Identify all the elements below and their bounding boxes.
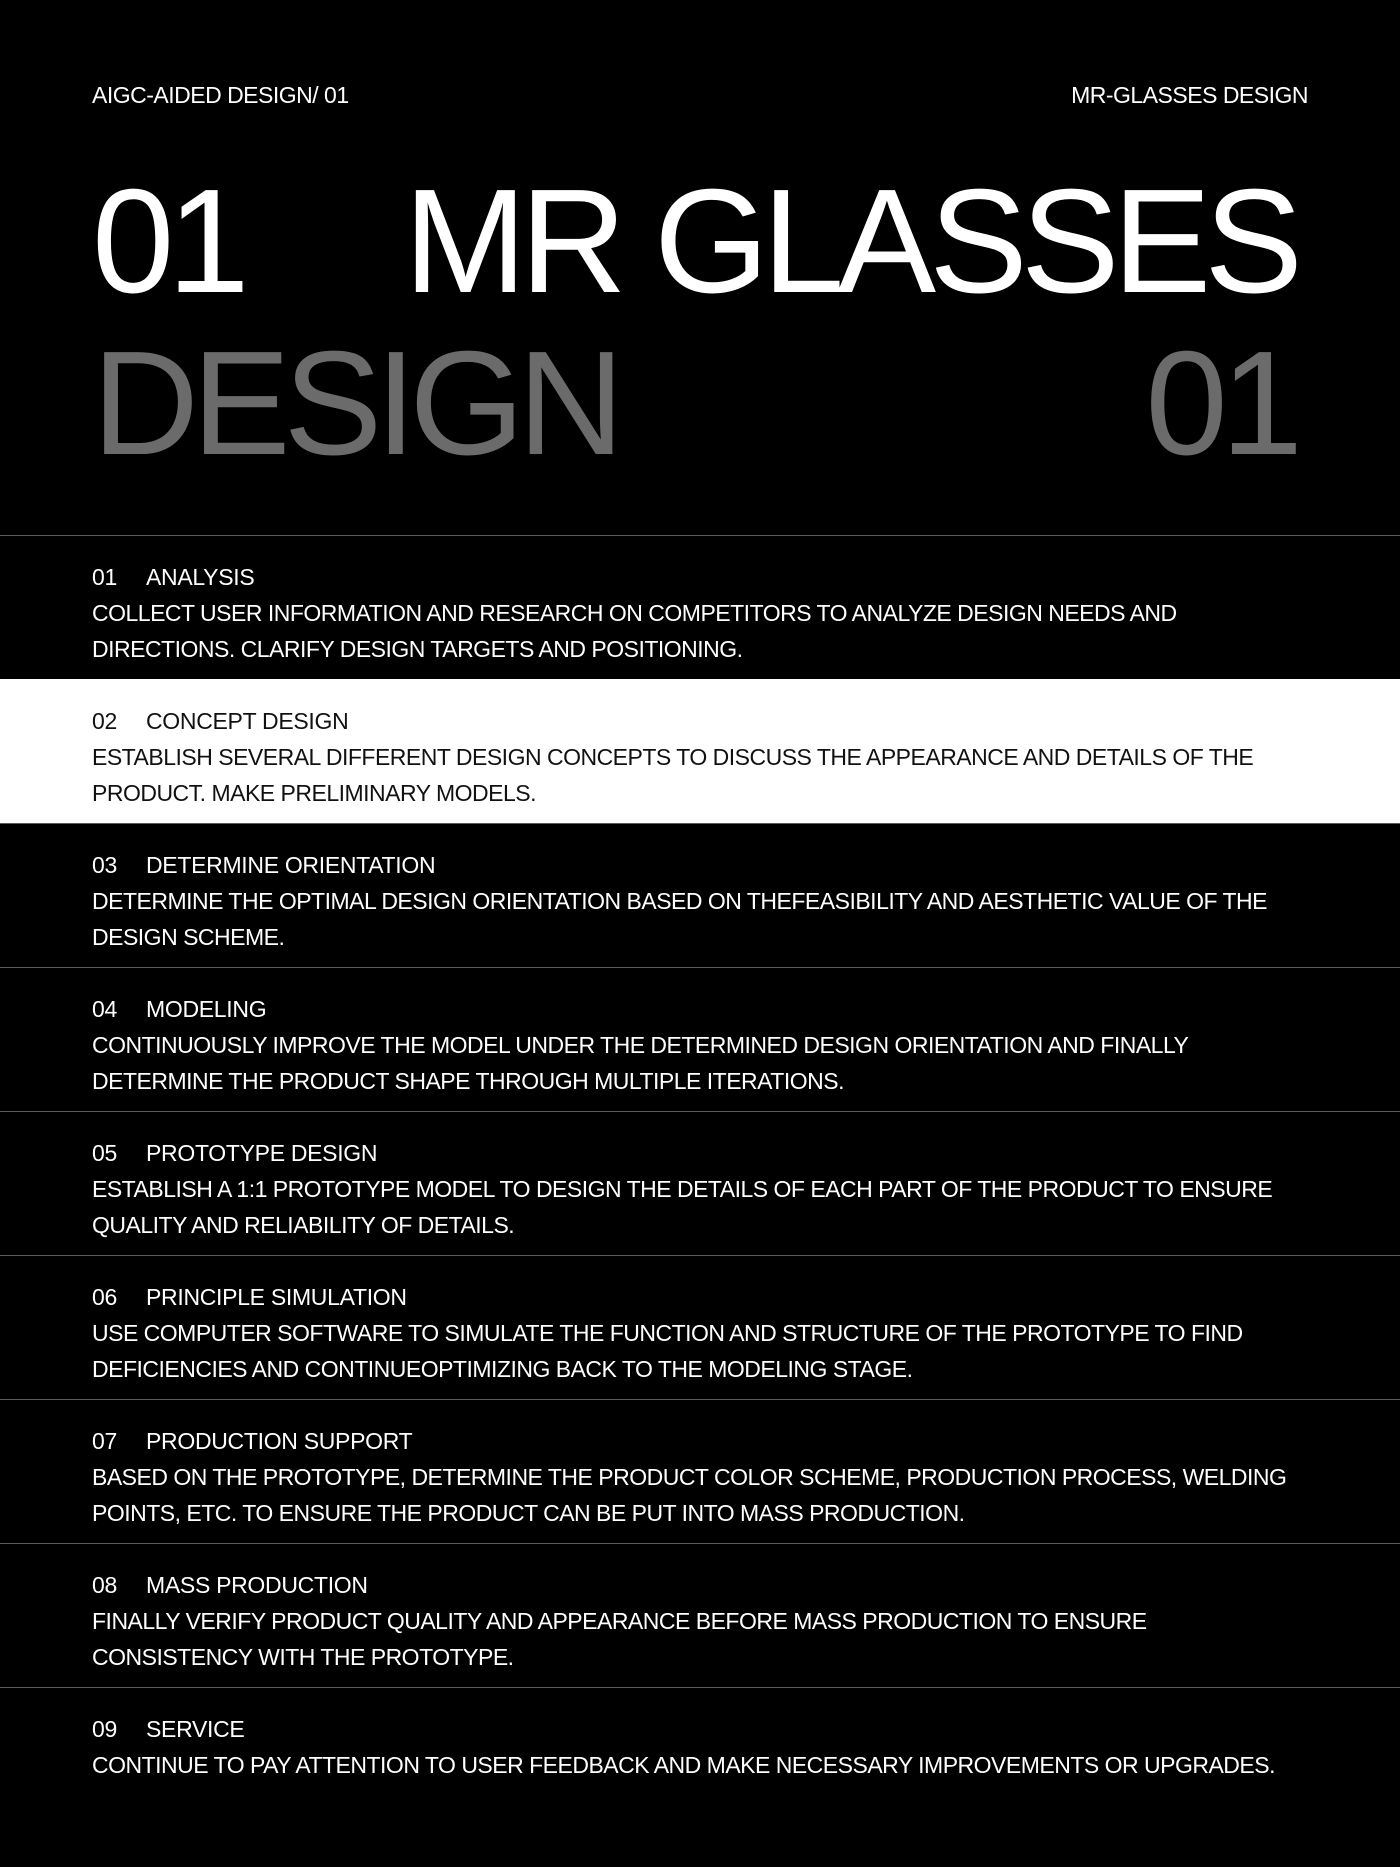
- step-header: [92, 1711, 1308, 1747]
- step-title: SERVICE: [146, 1716, 245, 1742]
- process-step-highlighted: [0, 679, 1400, 823]
- step-number: 06: [92, 1284, 117, 1310]
- hero-subtitle-number: 01: [1145, 321, 1296, 486]
- process-step: [0, 1687, 1400, 1831]
- step-header: [92, 1423, 1308, 1459]
- step-header: [92, 1567, 1308, 1603]
- step-description: USE COMPUTER SOFTWARE TO SIMULATE THE FUNCTION AND STRUCTURE OF THE PROTOTYPE TO FIND DEFICIENCIES AND CONTINUEOPTIMIZING BACK TO THE MODELING STAGE.: [92, 1320, 1243, 1382]
- step-header: [92, 559, 1308, 595]
- step-number: 09: [92, 1716, 117, 1742]
- step-description: ESTABLISH A 1:1 PROTOTYPE MODEL TO DESIGN THE DETAILS OF EACH PART OF THE PRODUCT TO ENSURE QUALITY AND RELIABILITY OF DETAILS.: [92, 1176, 1273, 1238]
- step-title: CONCEPT DESIGN: [146, 708, 349, 734]
- process-step: [0, 823, 1400, 967]
- process-step: [0, 967, 1400, 1111]
- step-title: MODELING: [146, 996, 267, 1022]
- step-description: CONTINUE TO PAY ATTENTION TO USER FEEDBACK AND MAKE NECESSARY IMPROVEMENTS OR UPGRADES.: [92, 1752, 1275, 1778]
- header-right-label: MR-GLASSES DESIGN: [1071, 82, 1308, 108]
- step-title: PRODUCTION SUPPORT: [146, 1428, 413, 1454]
- step-description: COLLECT USER INFORMATION AND RESEARCH ON COMPETITORS TO ANALYZE DESIGN NEEDS AND DIRECTIONS. CLARIFY DESIGN TARGETS AND POSITIONING.: [92, 600, 1177, 662]
- step-header: [92, 1279, 1308, 1315]
- process-step: [0, 1543, 1400, 1687]
- hero-subtitle: DESIGN: [92, 321, 618, 486]
- process-step: [0, 1111, 1400, 1255]
- process-step-list: [0, 535, 1400, 1831]
- header-left-label: AIGC-AIDED DESIGN/ 01: [92, 82, 349, 108]
- step-description: CONTINUOUSLY IMPROVE THE MODEL UNDER THE DETERMINED DESIGN ORIENTATION AND FINALLY DETERMINE THE PRODUCT SHAPE THROUGH MULTIPLE ITERATIONS.: [92, 1032, 1188, 1094]
- step-description: DETERMINE THE OPTIMAL DESIGN ORIENTATION BASED ON THEFEASIBILITY AND AESTHETIC VALUE OF THE DESIGN SCHEME.: [92, 888, 1268, 950]
- step-number: 01: [92, 564, 117, 590]
- step-header: [92, 1135, 1308, 1171]
- step-header: [92, 991, 1308, 1027]
- step-description: ESTABLISH SEVERAL DIFFERENT DESIGN CONCEPTS TO DISCUSS THE APPEARANCE AND DETAILS OF THE PRODUCT. MAKE PRELIMINARY MODELS.: [92, 744, 1254, 806]
- step-title: ANALYSIS: [146, 564, 255, 590]
- step-header: [92, 847, 1308, 883]
- step-title: MASS PRODUCTION: [146, 1572, 368, 1598]
- step-number: 08: [92, 1572, 117, 1598]
- step-number: 04: [92, 996, 117, 1022]
- step-title: DETERMINE ORIENTATION: [146, 852, 436, 878]
- step-number: 05: [92, 1140, 117, 1166]
- step-title: PROTOTYPE DESIGN: [146, 1140, 378, 1166]
- step-title: PRINCIPLE SIMULATION: [146, 1284, 407, 1310]
- process-step: [0, 1255, 1400, 1399]
- hero-title: MR GLASSES: [403, 159, 1296, 324]
- step-number: 07: [92, 1428, 117, 1454]
- step-description: BASED ON THE PROTOTYPE, DETERMINE THE PRODUCT COLOR SCHEME, PRODUCTION PROCESS, WELDING POINTS, ETC. TO ENSURE THE PRODUCT CAN BE PUT INTO MASS PRODUCTION.: [92, 1464, 1287, 1526]
- step-number: 03: [92, 852, 117, 878]
- step-description: FINALLY VERIFY PRODUCT QUALITY AND APPEARANCE BEFORE MASS PRODUCTION TO ENSURE CONSISTENCY WITH THE PROTOTYPE.: [92, 1608, 1147, 1670]
- process-step: [0, 535, 1400, 679]
- step-number: 02: [92, 708, 117, 734]
- step-header: [92, 703, 1308, 739]
- process-step: [0, 1399, 1400, 1543]
- hero-number: 01: [92, 159, 243, 324]
